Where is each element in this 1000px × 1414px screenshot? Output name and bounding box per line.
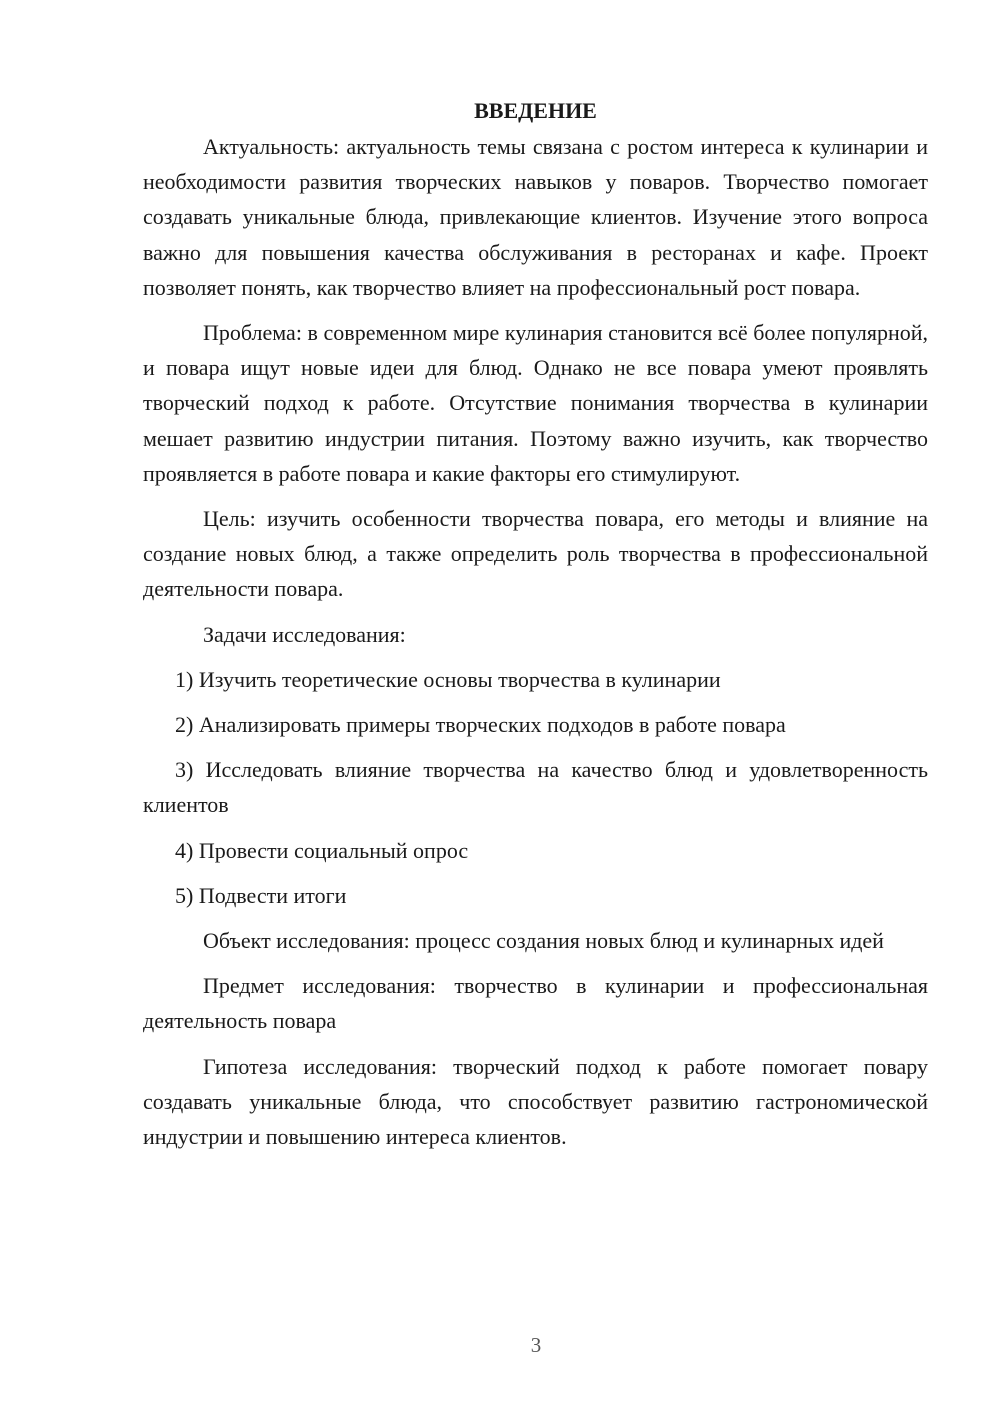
task-item: 1) Изучить теоретические основы творчества в кулинарии	[175, 666, 721, 692]
task-item: 4) Провести социальный опрос	[175, 837, 469, 863]
paragraph-relevance: Актуальность: актуальность темы связана с ростом интереса к кулинарии и необходимости развития творческих навыков у поваров. Творчество помогает создавать уникальные блюда, привлекающие клиентов. Изучение этого вопроса важно для повышения качества обслуживания в ресторанах и кафе. Проект позволяет понять, как творчество влияет на профессиональный рост повара.	[143, 134, 928, 300]
page-title: ВВЕДЕНИЕ	[474, 98, 597, 123]
paragraph-object: Объект исследования: процесс создания новых блюд и кулинарных идей	[203, 928, 884, 954]
paragraph-subject: Предмет исследования: творчество в кулинарии и профессиональная деятельность повара	[143, 973, 928, 1034]
page-number: 3	[530, 1333, 542, 1357]
paragraph-tasks-heading: Задачи исследования:	[203, 621, 406, 647]
task-item: 3) Исследовать влияние творчества на качество блюд и удовлетворенность клиентов	[143, 757, 928, 818]
task-item: 5) Подвести итоги	[175, 882, 347, 908]
page-content	[143, 94, 928, 1164]
task-item: 2) Анализировать примеры творческих подходов в работе повара	[175, 712, 786, 738]
paragraph-hypothesis: Гипотеза исследования: творческий подход к работе помогает повару создавать уникальные блюда, что способствует развитию гастрономической индустрии и повышению интереса клиентов.	[143, 1053, 928, 1150]
paragraph-problem: Проблема: в современном мире кулинария становится всё более популярной, и повара ищут новые идеи для блюд. Однако не все повара умеют проявлять творческий подход к работе. Отсутствие понимания творчества в кулинарии мешает развитию индустрии питания. Поэтому важно изучить, как творчество проявляется в работе повара и какие факторы его стимулируют.	[143, 320, 928, 486]
paragraph-goal: Цель: изучить особенности творчества повара, его методы и влияние на создание новых блюд, а также определить роль творчества в профессиональной деятельности повара.	[143, 506, 928, 602]
